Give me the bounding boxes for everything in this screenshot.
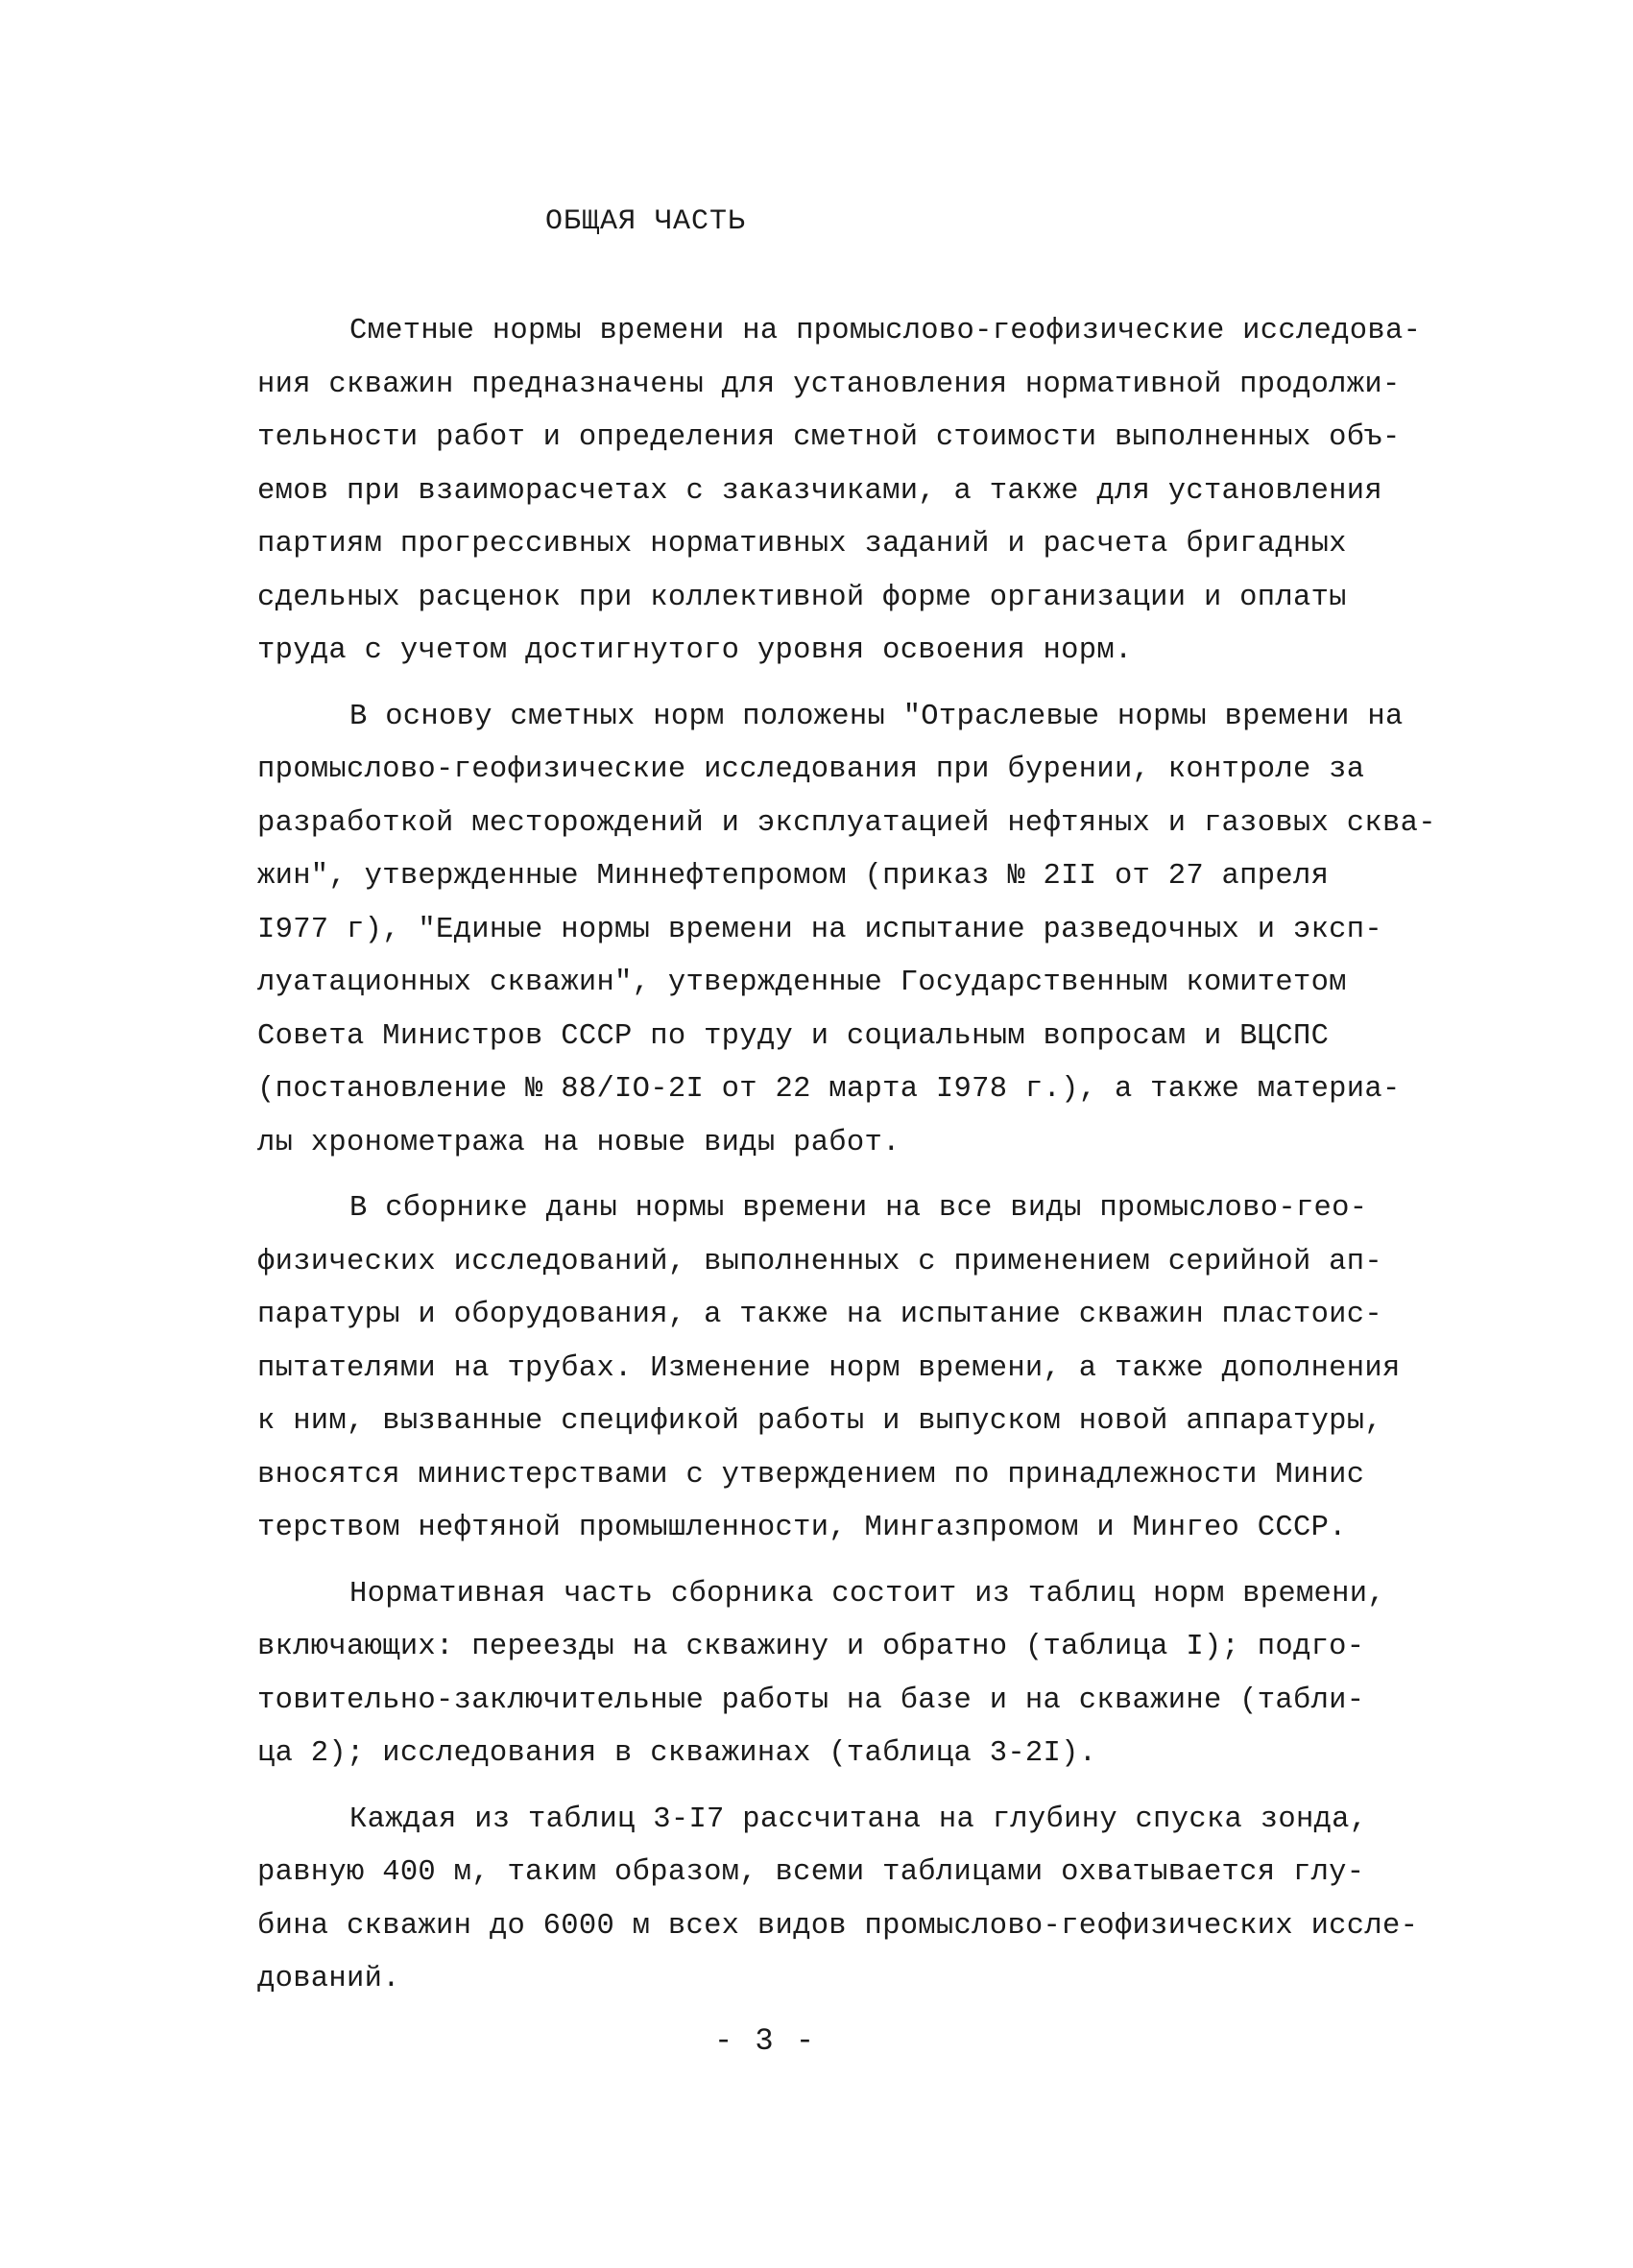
text-line: лы хронометража на новые виды работ. xyxy=(257,1126,901,1159)
text-line: (постановление № 88/IO-2I от 22 марта I978 г.), а также материа- xyxy=(257,1073,1401,1106)
text-line: ния скважин предназначены для установления нормативной продолжи- xyxy=(257,368,1401,401)
text-line: включающих: переезды на скважину и обратно (таблица I); подго- xyxy=(257,1631,1365,1663)
paragraph xyxy=(257,1568,1390,1781)
text-line: Нормативная часть сборника состоит из таблиц норм времени, xyxy=(349,1577,1385,1611)
text-line: терством нефтяной промышленности, Мингазпромом и Мингео СССР. xyxy=(257,1512,1347,1544)
page-number: - 3 - xyxy=(714,2023,817,2059)
text-line: Сметные нормы времени на промыслово-геофизические исследова- xyxy=(349,315,1422,347)
text-line: к ним, вызванные спецификой работы и выпуском новой аппаратуры, xyxy=(257,1405,1382,1438)
text-line: труда с учетом достигнутого уровня освоения норм. xyxy=(257,634,1133,667)
text-line: партиям прогрессивных нормативных заданий и расчета бригадных xyxy=(257,528,1347,561)
text-line: жин", утвержденные Миннефтепромом (приказ № 2II от 27 апреля xyxy=(257,860,1330,893)
paragraph-gap xyxy=(257,679,1390,691)
text-line: промыслово-геофизические исследования при бурении, контроле за xyxy=(257,753,1365,786)
text-line: В сборнике даны нормы времени на все виды промыслово-гео- xyxy=(349,1192,1368,1225)
text-line: пытателями на трубах. Изменение норм времени, а также дополнения xyxy=(257,1351,1401,1385)
text-line: разработкой месторождений и эксплуатацией нефтяных и газовых сква- xyxy=(257,806,1436,840)
text-line: вносятся министерствами с утверждением по принадлежности Минис xyxy=(257,1458,1365,1492)
paragraph-gap xyxy=(257,1170,1390,1182)
text-line: сдельных расценок при коллективной форме организации и оплаты xyxy=(257,581,1347,614)
paragraph xyxy=(257,1182,1401,1556)
text-line: бина скважин до 6000 м всех видов промыслово-геофизических иссле- xyxy=(257,1909,1419,1943)
text-line: Совета Министров СССР по труду и социальным вопросам и ВЦСПС xyxy=(257,1019,1330,1053)
text-line: I977 г), "Единые нормы времени на испытание разведочных и эксп- xyxy=(257,913,1382,946)
text-line: физических исследований, выполненных с применением серийной ап- xyxy=(257,1245,1382,1278)
page-title: ОБЩАЯ ЧАСТЬ xyxy=(545,205,747,238)
text-line: товительно-заключительные работы на базе и на скважине (табли- xyxy=(257,1683,1365,1717)
text-line: В основу сметных норм положены "Отраслевые нормы времени на xyxy=(349,700,1404,733)
text-line: емов при взаиморасчетах с заказчиками, а также для установления xyxy=(257,474,1382,508)
text-line: луатационных скважин", утвержденные Государственным комитетом xyxy=(257,967,1347,999)
paragraph xyxy=(257,305,1422,679)
text-line: паратуры и оборудования, а также на испытание скважин пластоис- xyxy=(257,1299,1382,1331)
body-text xyxy=(257,305,1436,2007)
text-line: равную 400 м, таким образом, всеми таблицами охватывается глу- xyxy=(257,1856,1365,1889)
paragraph xyxy=(257,691,1436,1171)
text-line: Каждая из таблиц 3-I7 рассчитана на глубину спуска зонда, xyxy=(349,1802,1368,1836)
paragraph-gap xyxy=(257,1781,1390,1794)
text-line: дований. xyxy=(257,1963,400,1995)
paragraph-gap xyxy=(257,1556,1390,1568)
text-line: ца 2); исследования в скважинах (таблица 3-2I). xyxy=(257,1737,1097,1770)
text-line: тельности работ и определения сметной стоимости выполненных объ- xyxy=(257,421,1401,454)
paragraph xyxy=(257,1794,1419,2007)
